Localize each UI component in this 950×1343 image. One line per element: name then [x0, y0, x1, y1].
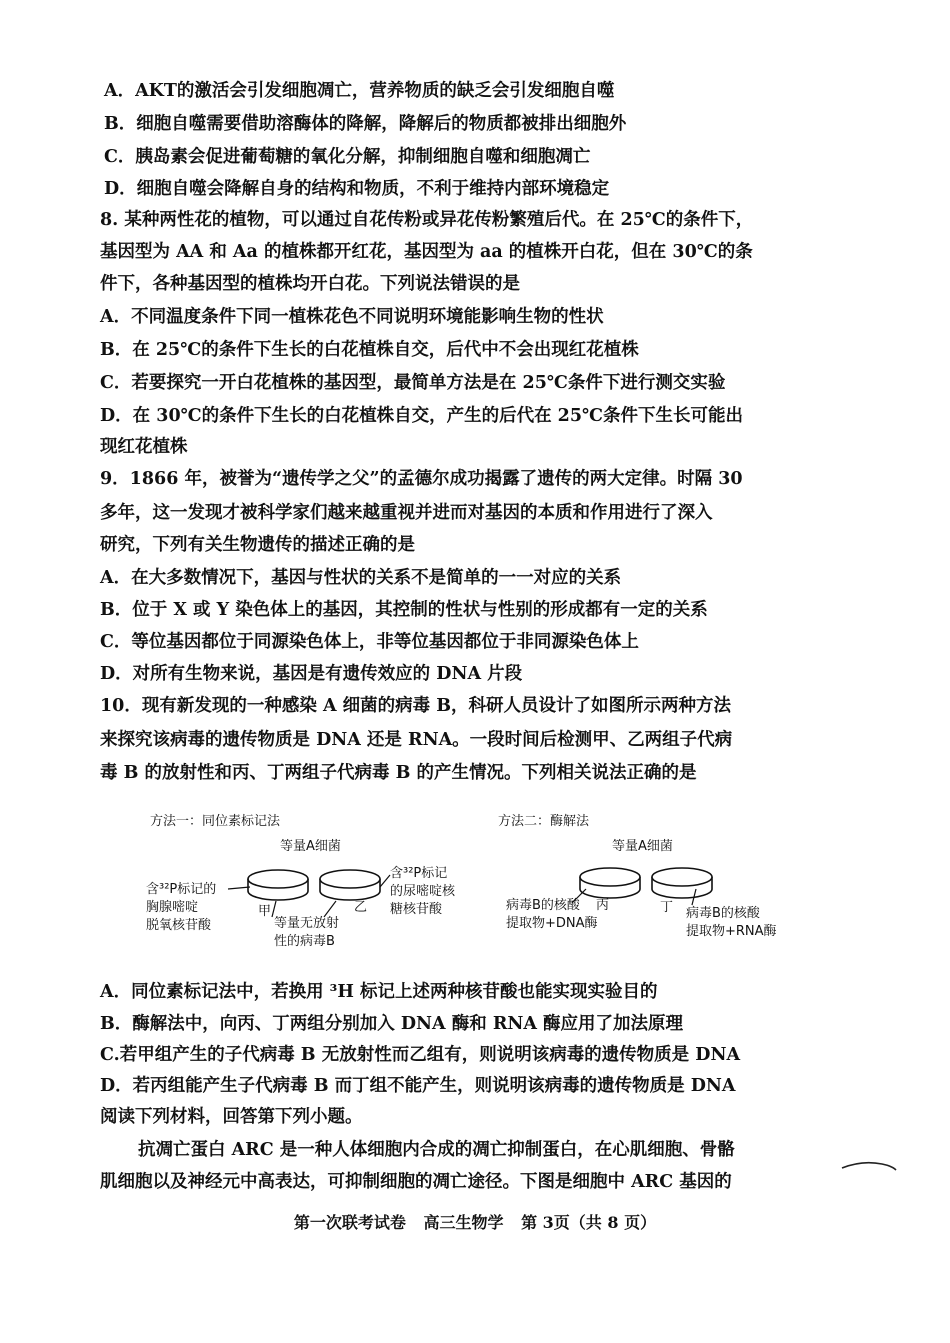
q8-option-c: C．若要探究一开白花植株的基因型，最简单方法是在 25℃条件下进行测交实验 [100, 373, 726, 393]
bing-label-2: 提取物+DNA酶 [506, 916, 598, 931]
label-ding: 丁 [660, 900, 674, 915]
petri-dish-jia [248, 870, 308, 900]
ding-label-1: 病毒B的核酸 [686, 906, 760, 921]
bacteria-label-2: 等量A细菌 [612, 839, 673, 854]
q10-option-b: B．酶解法中，向丙、丁两组分别加入 DNA 酶和 RNA 酶应用了加法原理 [100, 1014, 684, 1034]
pointer-line-virus-1 [272, 901, 276, 917]
q9-option-b: B．位于 X 或 Y 染色体上的基因，其控制的性状与性别的形成都有一定的关系 [100, 600, 708, 620]
right-label-1: 含³²P标记 [390, 866, 448, 881]
q10-stem-1: 10．现有新发现的一种感染 A 细菌的病毒 B，科研人员设计了如图所示两种方法 [100, 696, 731, 716]
pointer-line-virus-2 [324, 901, 336, 917]
left-label-1: 含³²P标记的 [146, 882, 217, 897]
q8-option-a: A．不同温度条件下同一植株花色不同说明环境能影响生物的性状 [100, 307, 604, 327]
q9-option-d: D．对所有生物来说，基因是有遗传效应的 DNA 片段 [100, 664, 523, 684]
q9-stem-1: 9．1866 年，被誉为“遗传学之父”的孟德尔成功揭露了遗传的两大定律。时隔 30 [100, 469, 743, 489]
left-label-2: 胸腺嘧啶 [146, 900, 199, 915]
q8-stem-2: 基因型为 AA 和 Aa 的植株都开红花，基因型为 aa 的植株开白花，但在 30℃的条 [100, 242, 753, 262]
petri-dish-yi [320, 870, 380, 900]
q7-option-c: C．胰岛素会促进葡萄糖的氧化分解，抑制细胞自噬和细胞凋亡 [104, 147, 591, 167]
virus-label-1: 等量无放射 [274, 916, 340, 931]
q10-option-c: C.若甲组产生的子代病毒 B 无放射性而乙组有，则说明该病毒的遗传物质是 DNA [100, 1045, 741, 1065]
q7-option-a: A．AKT的激活会引发细胞凋亡，营养物质的缺乏会引发细胞自噬 [104, 81, 615, 101]
pen-mark [840, 1150, 900, 1180]
ding-label-2: 提取物+RNA酶 [686, 924, 777, 939]
bing-label-1: 病毒B的核酸 [506, 898, 580, 913]
q10-option-a: A．同位素标记法中，若换用 ³H 标记上述两种核苷酸也能实现实验目的 [100, 982, 658, 1002]
q8-stem-1: 8. 某种两性花的植物，可以通过自花传粉或异花传粉繁殖后代。在 25℃的条件下， [100, 210, 754, 230]
label-yi: 乙 [354, 900, 368, 915]
q8-option-d-cont: 现红花植株 [100, 437, 188, 457]
right-label-2: 的尿嘧啶核 [390, 884, 456, 899]
page-footer [0, 1210, 950, 1233]
method2-title: 方法二：酶解法 [498, 814, 590, 829]
q7-option-d: D．细胞自噬会降解自身的结构和物质，不利于维持内部环境稳定 [104, 179, 610, 199]
reading-paragraph-1: 抗凋亡蛋白 ARC 是一种人体细胞内合成的凋亡抑制蛋白，在心肌细胞、骨骼 [138, 1140, 735, 1160]
q10-stem-3: 毒 B 的放射性和丙、丁两组子代病毒 B 的产生情况。下列相关说法正确的是 [100, 763, 697, 783]
pointer-line-right [380, 875, 390, 887]
footer-page: 第 3页（共 8 页） [521, 1213, 657, 1232]
q9-option-a: A．在大多数情况下，基因与性状的关系不是简单的一一对应的关系 [100, 568, 622, 588]
label-jia: 甲 [258, 904, 272, 919]
q9-stem-2: 多年，这一发现才被科学家们越来越重视并进而对基因的本质和作用进行了深入 [100, 503, 713, 523]
petri-dish-ding [652, 868, 712, 898]
left-label-3: 脱氧核苷酸 [146, 918, 212, 933]
q7-option-b: B．细胞自噬需要借助溶酶体的降解，降解后的物质都被排出细胞外 [104, 114, 627, 134]
reading-paragraph-2: 肌细胞以及神经元中高表达，可抑制细胞的凋亡途径。下图是细胞中 ARC 基因的 [100, 1172, 732, 1192]
q10-option-d: D．若丙组能产生子代病毒 B 而丁组不能产生，则说明该病毒的遗传物质是 DNA [100, 1076, 736, 1096]
q10-stem-2: 来探究该病毒的遗传物质是 DNA 还是 RNA。一段时间后检测甲、乙两组子代病 [100, 730, 733, 750]
method1-title: 方法一：同位素标记法 [150, 814, 281, 829]
q9-stem-3: 研究，下列有关生物遗传的描述正确的是 [100, 535, 415, 555]
q8-option-d: D．在 30℃的条件下生长的白花植株自交，产生的后代在 25℃条件下生长可能出 [100, 406, 744, 426]
footer-subject: 高三生物学 [423, 1213, 504, 1232]
q8-option-b: B．在 25℃的条件下生长的白花植株自交，后代中不会出现红花植株 [100, 340, 639, 360]
bacteria-label-1: 等量A细菌 [280, 839, 341, 854]
q9-option-c: C．等位基因都位于同源染色体上，非等位基因都位于非同源染色体上 [100, 632, 639, 652]
petri-dish-bing [580, 868, 640, 898]
label-bing: 丙 [596, 898, 610, 913]
pointer-line-left [228, 887, 250, 889]
experiment-diagram [140, 805, 840, 975]
virus-label-2: 性的病毒B [274, 934, 335, 949]
right-label-3: 糖核苷酸 [390, 902, 443, 917]
q8-stem-3: 件下，各种基因型的植株均开白花。下列说法错误的是 [100, 274, 520, 294]
footer-exam: 第一次联考试卷 [293, 1213, 406, 1232]
reading-intro: 阅读下列材料，回答第下列小题。 [100, 1107, 363, 1127]
